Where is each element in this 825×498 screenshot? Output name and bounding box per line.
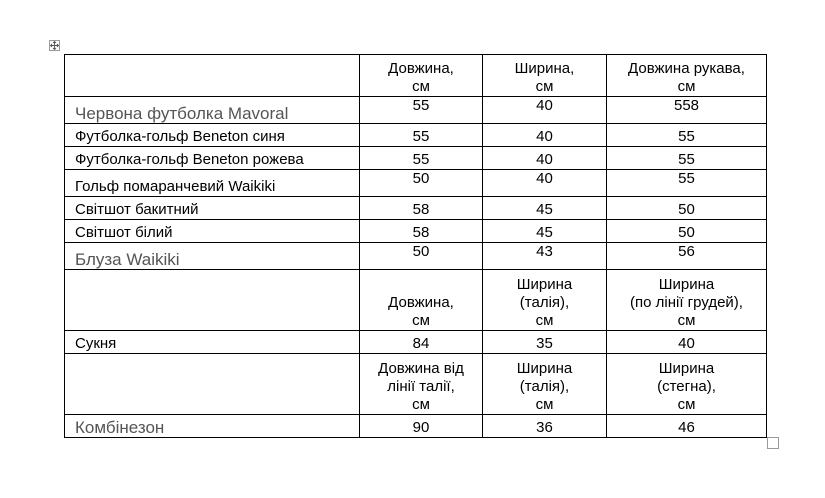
header-cell[interactable] (607, 55, 767, 97)
item-name[interactable]: Блуза Waikiki (65, 243, 360, 270)
value-width[interactable]: 45 (483, 197, 607, 220)
header-cell[interactable] (360, 270, 483, 331)
header-sleeve-length: Довжина рукава, см (628, 60, 745, 95)
value-length[interactable]: 50 (360, 170, 483, 197)
table-row (65, 331, 767, 354)
value-length[interactable]: 50 (360, 243, 483, 270)
value-sleeve[interactable]: 55 (607, 147, 767, 170)
header-waist-width: Ширина (талія), см (516, 360, 573, 413)
table-row (65, 415, 767, 438)
item-name[interactable]: Футболка-гольф Beneton синя (65, 124, 360, 147)
value-waist[interactable]: 36 (483, 415, 607, 438)
header-cell[interactable] (360, 354, 483, 415)
value-length[interactable]: 58 (360, 197, 483, 220)
value-length[interactable]: 58 (360, 220, 483, 243)
value-length[interactable]: 90 (360, 415, 483, 438)
value-length[interactable]: 55 (360, 147, 483, 170)
item-name[interactable]: Світшот бакитний (65, 197, 360, 220)
header-cell-empty[interactable] (65, 270, 360, 331)
table-row (65, 243, 767, 270)
value-width[interactable]: 40 (483, 97, 607, 124)
header-cell-empty[interactable] (65, 354, 360, 415)
table-header-row (65, 270, 767, 331)
header-hip-width: Ширина (стегна), см (657, 360, 716, 413)
header-length: Довжина, см (388, 294, 454, 329)
value-sleeve[interactable]: 50 (607, 220, 767, 243)
value-chest[interactable]: 40 (607, 331, 767, 354)
item-name-text: Гольф помаранчевий Waikiki (75, 178, 276, 195)
item-name[interactable]: Футболка-гольф Beneton рожева (65, 147, 360, 170)
table-move-handle-icon[interactable] (49, 40, 60, 51)
header-cell[interactable] (483, 354, 607, 415)
header-width: Ширина, см (514, 60, 575, 95)
header-cell-empty[interactable] (65, 55, 360, 97)
value-hips[interactable]: 46 (607, 415, 767, 438)
header-cell[interactable] (607, 270, 767, 331)
item-name[interactable]: Комбінезон (65, 415, 360, 438)
item-name[interactable]: Червона футболка Mavoral (65, 97, 360, 124)
value-width[interactable]: 40 (483, 147, 607, 170)
table-row (65, 124, 767, 147)
table-row (65, 220, 767, 243)
value-sleeve[interactable]: 56 (607, 243, 767, 270)
table-header-row (65, 55, 767, 97)
table-row (65, 147, 767, 170)
item-name[interactable]: Світшот білий (65, 220, 360, 243)
header-cell[interactable] (483, 55, 607, 97)
value-sleeve[interactable]: 558 (607, 97, 767, 124)
value-width[interactable]: 45 (483, 220, 607, 243)
header-length-from-waist: Довжина від лінії талії, см (378, 360, 464, 413)
value-width[interactable]: 43 (483, 243, 607, 270)
item-name[interactable]: Сукня (65, 331, 360, 354)
sizes-table (64, 54, 767, 438)
value-length[interactable]: 55 (360, 97, 483, 124)
table-header-row (65, 354, 767, 415)
header-cell[interactable] (607, 354, 767, 415)
item-name[interactable] (65, 170, 360, 197)
value-sleeve[interactable]: 55 (607, 124, 767, 147)
header-cell[interactable] (483, 270, 607, 331)
table-resize-handle-icon[interactable] (767, 437, 779, 449)
value-length[interactable]: 84 (360, 331, 483, 354)
value-sleeve[interactable]: 50 (607, 197, 767, 220)
header-length: Довжина, см (388, 60, 454, 95)
header-cell[interactable] (360, 55, 483, 97)
header-waist-width: Ширина (талія), см (516, 276, 573, 329)
table-row (65, 97, 767, 124)
value-width[interactable]: 40 (483, 170, 607, 197)
table-row (65, 170, 767, 197)
table-row (65, 197, 767, 220)
value-sleeve[interactable]: 55 (607, 170, 767, 197)
value-length[interactable]: 55 (360, 124, 483, 147)
header-chest-width: Ширина (по лінії грудей), см (630, 276, 743, 329)
value-waist[interactable]: 35 (483, 331, 607, 354)
value-width[interactable]: 40 (483, 124, 607, 147)
